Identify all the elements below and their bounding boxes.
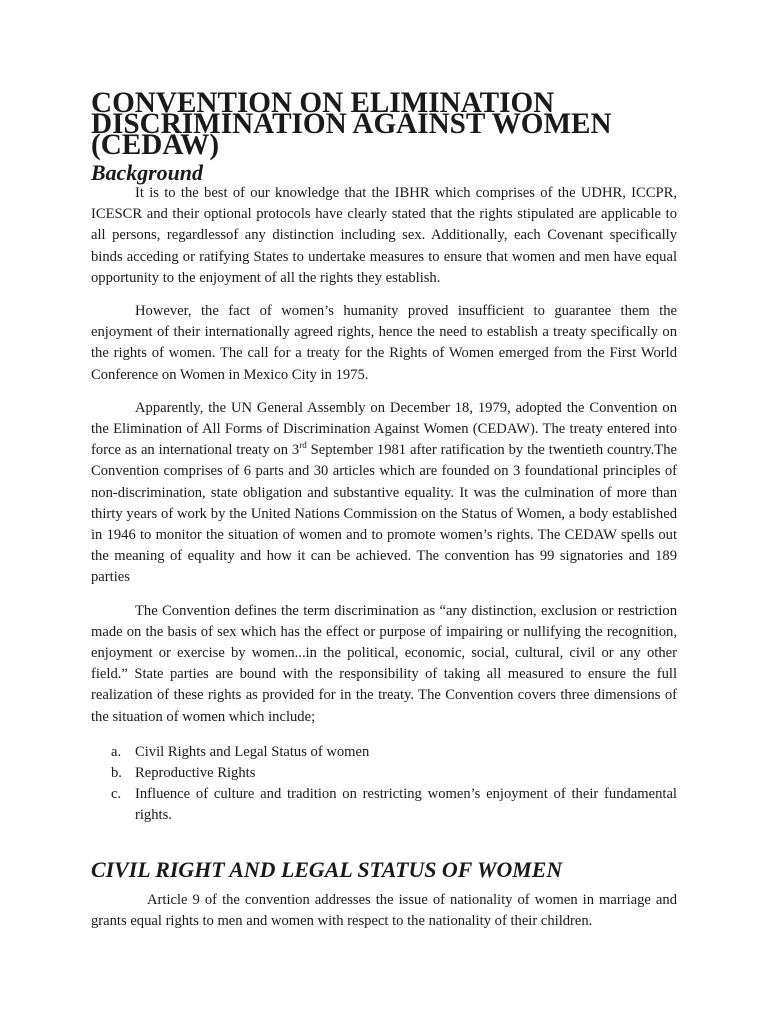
document-page — [91, 87, 677, 932]
list-item — [91, 763, 677, 784]
list-marker: c. — [111, 786, 122, 803]
paragraph-ibhr: It is to the best of our knowledge that the IBHR which comprises of the UDHR, ICCPR, ICESCR and their optional protocols have clearly stated that the rights stipulated are applicable to all persons, regardlessof any distinction including sex. Additionally, each Covenant specifically binds acceding or ratifying States to undertake measures to ensure that women and men have equal opportunity to the enjoyment of all the rights they establish. — [91, 185, 677, 286]
list-item — [91, 784, 677, 826]
list-item-text: Civil Rights and Legal Status of women — [135, 743, 370, 760]
list-marker: b. — [111, 765, 122, 782]
paragraph-cedaw-adoption-part2: September 1981 after ratification by the twentieth country.The Convention comprises of 6 parts and 30 articles which are founded on 3 foundational principles of non-discrimination, state obligation and substantive equality. It was the culmination of more than thirty years of work by the United Nations Commission on the Status of Women, a body established in 1946 to monitor the situation of women and to promote women’s rights. The CEDAW spells out the meaning of equality and how it can be achieved. The convention has 99 signatories and 189 parties — [91, 442, 677, 586]
document-title: CONVENTION ON ELIMINATION DISCRIMINATION AGAINST WOMEN (CEDAW) — [91, 87, 612, 161]
paragraph-article-9: Article 9 of the convention addresses the issue of nationality of women in marriage and grants equal rights to men and women with respect to the nationality of their children. — [91, 891, 677, 929]
dimensions-list — [91, 742, 677, 827]
civil-rights-heading: CIVIL RIGHT AND LEGAL STATUS OF WOMEN — [91, 856, 563, 882]
ordinal-superscript: rd — [299, 440, 307, 451]
paragraph-womens-humanity: However, the fact of women’s humanity proved insufficient to guarantee them the enjoyment of their internationally agreed rights, hence the need to establish a treaty specifically on the rights of women. The call for a treaty for the Rights of Women emerged from the First World Conference on Women in Mexico City in 1975. — [91, 303, 677, 383]
list-item-text: Reproductive Rights — [135, 765, 256, 782]
paragraph-discrimination-definition: The Convention defines the term discrimination as “any distinction, exclusion or restriction made on the basis of sex which has the effect or purpose of impairing or nullifying the recognition, enjoyment or exercise by women...in the political, economic, social, cultural, civil or any other field.” State parties are bound with the responsibility of taking all measured to ensure the full realization of these rights as provided for in the treaty. The Convention covers three dimensions of the situation of women which include; — [91, 602, 677, 725]
list-marker: a. — [111, 743, 122, 760]
paragraph-cedaw-adoption-part1: Apparently, the UN General Assembly on December 18, 1979, adopted the Convention on the Elimination of All Forms of Discrimination Against Women (CEDAW). The treaty entered into force as an international treaty on 3 — [91, 399, 677, 459]
list-item — [91, 742, 677, 763]
list-item-text: Influence of culture and tradition on restricting women’s enjoyment of their fundamental rights. — [135, 786, 677, 824]
background-subheading: Background — [91, 160, 203, 185]
paragraph-cedaw-adoption — [91, 398, 677, 589]
